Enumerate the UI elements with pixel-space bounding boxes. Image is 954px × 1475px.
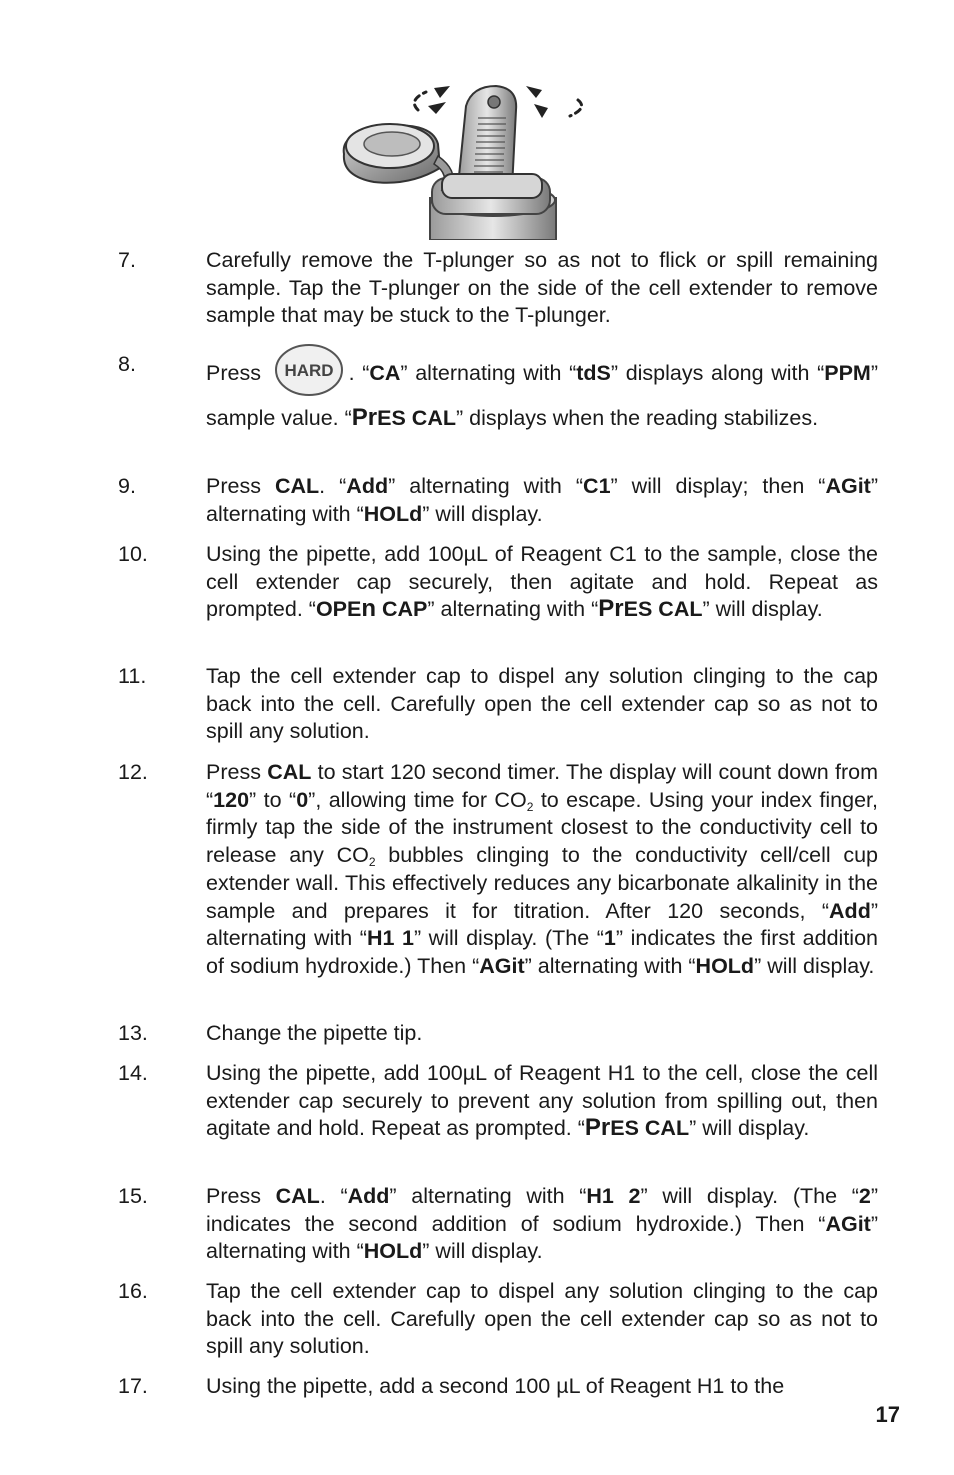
step-text <box>206 247 878 330</box>
instruction-step <box>0 1373 954 1401</box>
display-code: ES CAL <box>610 1116 690 1141</box>
display-code: OPE <box>315 597 362 622</box>
display-code: Pr <box>598 595 624 623</box>
step-number: 7. <box>118 248 136 272</box>
text-run: ” will display. <box>422 501 543 526</box>
step-number: 9. <box>118 474 136 498</box>
instruction-step <box>0 759 954 981</box>
instruction-step <box>0 1020 954 1048</box>
step-text <box>206 1183 878 1266</box>
step-text <box>206 351 878 441</box>
page-number: 17 <box>875 1402 900 1427</box>
display-code: ES CAL <box>377 406 456 430</box>
text-run: ” will display. (The “ <box>640 1184 859 1208</box>
text-run: Change the pipette tip. <box>206 1021 423 1045</box>
step-number: 10. <box>118 542 148 566</box>
step-text <box>206 663 878 746</box>
text-run: ” will display. <box>422 1239 543 1264</box>
step-text <box>206 1020 878 1048</box>
display-code: HOLd <box>363 501 423 526</box>
text-run: Press <box>206 760 268 784</box>
text-run: ” will display. <box>689 1116 810 1141</box>
display-code: CA <box>369 361 401 385</box>
text-run: ” will display. (The “ <box>413 926 604 951</box>
instruction-step <box>0 663 954 746</box>
display-code: Add <box>347 1184 390 1208</box>
display-code: n <box>361 595 377 623</box>
display-code: H1 1 <box>366 926 414 951</box>
text-run: ” alternating with “ <box>206 1211 878 1264</box>
text-run: ” indicates the first addition of sodium hydroxide.) Then “ <box>206 926 878 978</box>
instruction-step <box>0 351 954 441</box>
step-text <box>206 1278 878 1361</box>
text-run: Tap the cell extender cap to dispel any solution clinging to the cap back into the cell. Carefully open the cell extender cap so as not to spill any solution. <box>206 664 878 744</box>
text-run: Tap the cell extender cap to dispel any solution clinging to the cap back into the cell. Carefully open the cell extender cap so as not to spill any solution. <box>206 1279 878 1359</box>
step-number: 8. <box>118 352 136 376</box>
text-run: ” will display; then “ <box>610 474 826 498</box>
text-run: ” will display. <box>754 953 875 978</box>
display-code: 0 <box>296 787 309 812</box>
display-code: tdS <box>576 361 611 385</box>
text-run: ” alternating with “ <box>206 898 878 951</box>
instruction-step <box>0 247 954 330</box>
step-text <box>206 473 878 528</box>
text-run: ” will display. <box>702 597 823 622</box>
step-number: 13. <box>118 1021 148 1045</box>
display-code: CAL <box>274 474 320 498</box>
text-run: Using the pipette, add 100µL of Reagent H1 to the cell, close the cell extender cap securely to prevent any solution from spilling out, then agitate and hold. Repeat as prompted. “ <box>206 1061 878 1141</box>
text-run: ” to “ <box>249 787 297 812</box>
text-run: Press <box>206 1184 276 1208</box>
display-code: PPM <box>824 361 871 385</box>
display-code: HOLd <box>363 1239 423 1264</box>
step-text <box>206 541 878 624</box>
text-run: . “ <box>319 474 347 498</box>
step-number: 12. <box>118 760 148 784</box>
hard-button-label: HARD <box>284 361 334 381</box>
text-run: ” alternating with “ <box>524 953 696 978</box>
instruction-step <box>0 1060 954 1143</box>
text-run: ” alternating with “ <box>400 361 577 385</box>
display-code: CAL <box>275 1184 320 1208</box>
step-text <box>206 1373 878 1401</box>
text-run: ” displays along with “ <box>610 361 825 385</box>
display-code: 120 <box>213 787 250 812</box>
step-number: 15. <box>118 1184 148 1208</box>
step-number: 14. <box>118 1061 148 1085</box>
text-run: ” alternating with “ <box>206 474 878 526</box>
text-run: ” displays when the reading stabilizes. <box>456 406 819 430</box>
step-number: 11. <box>118 664 147 688</box>
hard-button-icon <box>273 342 345 398</box>
text-run: . “ <box>348 361 370 385</box>
text-run: bubbles clinging to the conductivity cell/cell cup extender wall. This effectively reduces any bicarbonate alkalinity in the sample and prepares it for titration. After 120 seconds, “ <box>206 843 878 923</box>
display-code: AGit <box>825 474 871 498</box>
text-run: ” sample value. “ <box>206 361 879 430</box>
step-number: 17. <box>118 1374 148 1398</box>
instruction-step <box>0 473 954 528</box>
text-run: ” alternating with “ <box>389 1184 587 1208</box>
display-code: C1 <box>583 474 611 498</box>
text-run: Press <box>206 474 275 498</box>
instruction-step <box>0 541 954 624</box>
display-code: AGit <box>479 953 525 978</box>
text-run: to start 120 second timer. The display will count down from “ <box>206 760 878 812</box>
display-code: 2 <box>858 1184 871 1208</box>
step-text <box>206 1060 878 1143</box>
text-run: ” indicates the second addition of sodium hydroxide.) Then “ <box>206 1184 878 1236</box>
display-code: Pr <box>351 404 378 431</box>
text-run: . “ <box>319 1184 348 1208</box>
text-run: ” alternating with “ <box>388 474 584 498</box>
display-code: Add <box>829 898 871 923</box>
text-run: ”, allowing time for CO <box>308 787 527 812</box>
display-code: HOLd <box>695 953 755 978</box>
subscript: 2 <box>368 855 376 870</box>
display-code: Add <box>346 474 389 498</box>
instruction-step <box>0 1278 954 1361</box>
display-code: H1 2 <box>586 1184 641 1208</box>
text-run: ” alternating with “ <box>427 597 599 622</box>
text-run: Using the pipette, add 100µL of Reagent C1 to the sample, close the cell extender cap securely, then agitate and hold. Repeat as prompted. “ <box>206 542 878 622</box>
text-run: to escape. Using your index finger, firmly tap the side of the instrument closest to the conductivity cell to release any CO <box>206 787 878 868</box>
step-number: 16. <box>118 1279 148 1303</box>
cell-extender-cap-illustration <box>330 78 590 240</box>
subscript: 2 <box>526 799 534 814</box>
display-code: 1 <box>603 926 616 951</box>
display-code: CAP <box>376 597 428 622</box>
display-code: Pr <box>584 1114 611 1142</box>
display-code: ES CAL <box>623 597 703 622</box>
display-code: CAL <box>267 760 312 784</box>
text-run: Using the pipette, add a second 100 µL of Reagent H1 to the <box>206 1374 785 1398</box>
text-run: Carefully remove the T-plunger so as not to flick or spill remaining sample. Tap the T-plunger on the side of the cell extender to remove sample that may be stuck to the T-plunger. <box>206 248 878 328</box>
step-text <box>206 759 878 981</box>
display-code: AGit <box>825 1211 871 1236</box>
instruction-step <box>0 1183 954 1266</box>
text-run: Press <box>206 361 269 385</box>
